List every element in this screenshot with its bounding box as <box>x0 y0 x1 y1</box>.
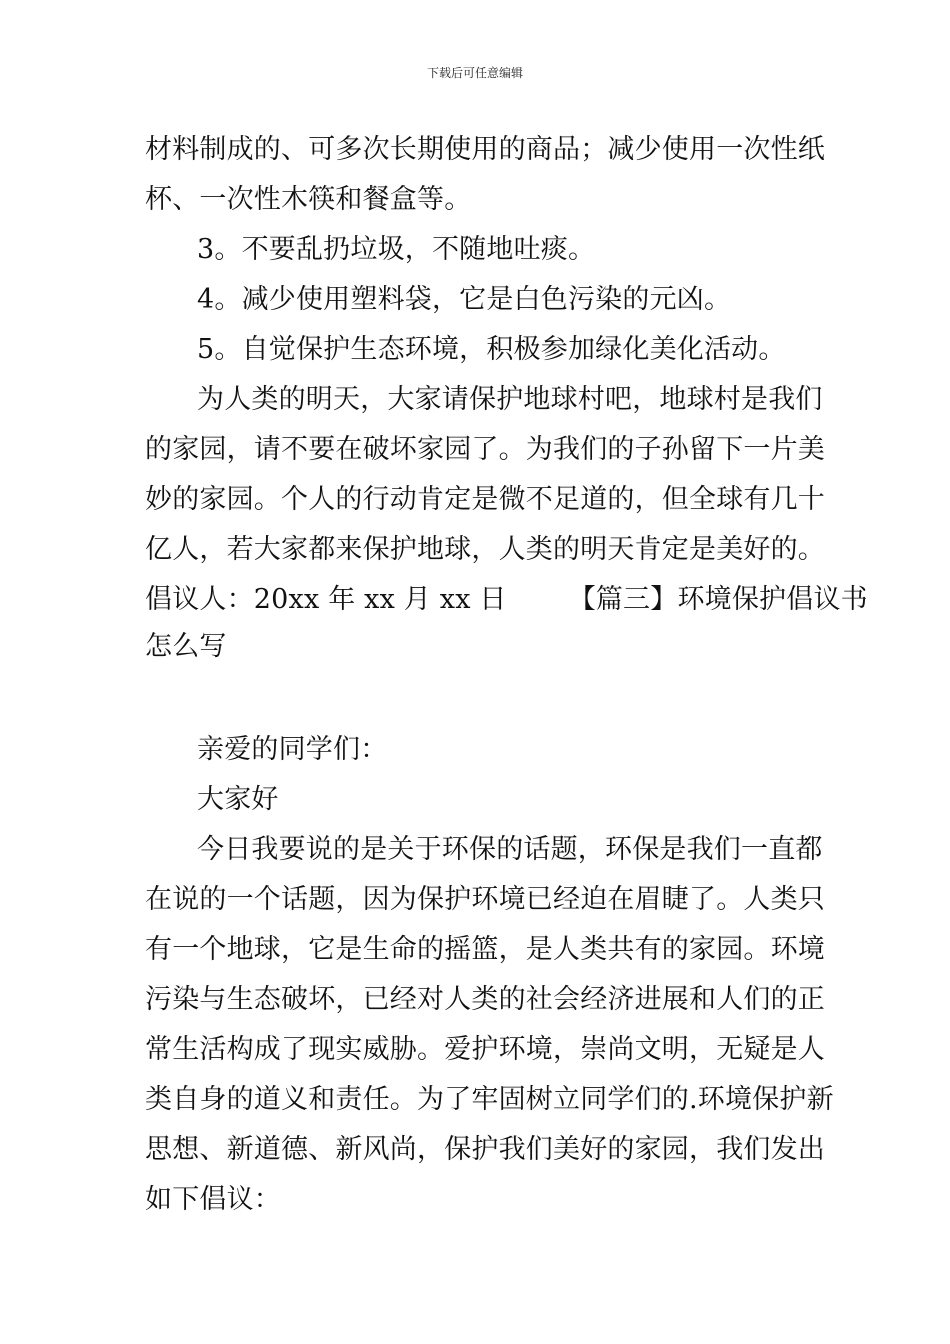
body-line: 的家园，请不要在破坏家园了。为我们的子孙留下一片美 <box>145 434 825 465</box>
section-title: 【篇三】环境保护倡议书 <box>568 584 868 615</box>
body-line: 污染与生态破坏，已经对人类的社会经济进展和人们的正 <box>145 984 825 1015</box>
body-line: 今日我要说的是关于环保的话题，环保是我们一直都 <box>197 834 823 865</box>
body-line: 类自身的道义和责任。为了牢固树立同学们的.环境保护新 <box>145 1084 834 1115</box>
body-line: 如下倡议： <box>145 1184 281 1215</box>
body-line: 思想、新道德、新风尚，保护我们美好的家园，我们发出 <box>145 1134 825 1165</box>
body-line: 亿人，若大家都来保护地球，人类的明天肯定是美好的。 <box>145 534 825 565</box>
body-line: 在说的一个话题，因为保护环境已经迫在眉睫了。人类只 <box>145 884 825 915</box>
section-title-continued: 怎么写 <box>145 631 227 662</box>
body-line: 常生活构成了现实威胁。爱护环境，崇尚文明，无疑是人 <box>145 1034 825 1065</box>
body-line: 为人类的明天，大家请保护地球村吧，地球村是我们 <box>197 384 823 415</box>
signature-and-section-title <box>145 584 868 616</box>
list-item-4: 4。减少使用塑料袋，它是白色污染的元凶。 <box>197 284 732 315</box>
list-item-3: 3。不要乱扔垃圾，不随地吐痰。 <box>197 234 596 265</box>
body-line: 材料制成的、可多次长期使用的商品；减少使用一次性纸 <box>145 134 825 165</box>
signature-line: 倡议人：20xx 年 xx 月 xx 日 <box>145 584 507 615</box>
body-line: 有一个地球，它是生命的摇篮，是人类共有的家园。环境 <box>145 934 825 965</box>
body-line: 妙的家园。个人的行动肯定是微不足道的，但全球有几十 <box>145 484 825 515</box>
greeting: 大家好 <box>197 784 279 815</box>
body-line: 杯、一次性木筷和餐盒等。 <box>145 184 472 215</box>
list-item-5: 5。自觉保护生态环境，积极参加绿化美化活动。 <box>197 334 786 365</box>
page-header-note: 下载后可任意编辑 <box>426 66 523 80</box>
salutation: 亲爱的同学们： <box>197 734 388 765</box>
